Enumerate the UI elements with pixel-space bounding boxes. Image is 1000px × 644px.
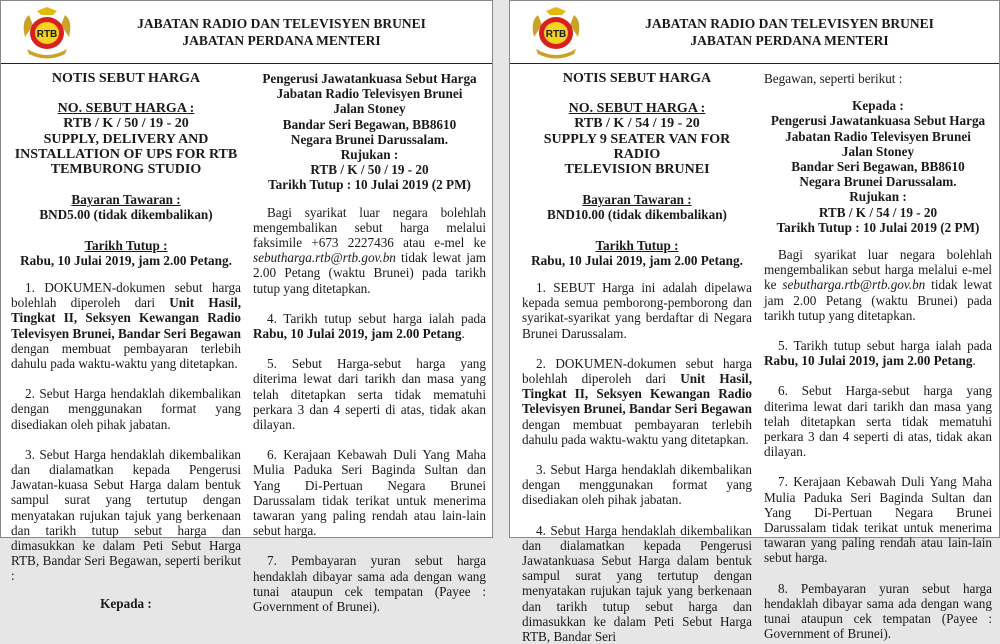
paragraph-3: 3. Sebut Harga hendaklah dikembalikan dengan menggunakan format yang disediakan oleh pihak jabatan. (522, 462, 752, 508)
tarikh-tutup: Tarikh Tutup : 10 Julai 2019 (2 PM) (268, 177, 471, 193)
paragraph-foreign: Bagi syarikat luar negara bolehlah mengembalikan sebut harga melalui faksimile +673 2227436 atau e-mel ke sebutharga.rtb@rtb.gov.bn tidak lewat jam 2.00 Petang (waktu Brunei) pada tarikh tutup yang ditetapkan. (253, 204, 486, 296)
closing-label: Tarikh Tutup : (595, 237, 679, 253)
closing-label: Tarikh Tutup : (84, 237, 168, 253)
paragraph-2: 2. Sebut Harga hendaklah dikembalikan dengan menggunakan format yang disediakan oleh pihak jabatan. (11, 386, 241, 432)
column-right (764, 65, 992, 642)
address-line: Jalan Stoney (333, 101, 406, 117)
closing-value: Rabu, 10 Julai 2019, jam 2.00 Petang. (531, 252, 743, 268)
paragraph-6: 6. Sebut Harga-sebut harga yang diterima lewat dari tarikh dan masa yang telah ditetapkan serta tidak mematuhi perkara 3 dan 4 seperti di atas, tidak akan dilayan. (764, 383, 992, 460)
rujukan-label: Rujukan : (340, 147, 399, 163)
paragraph-4-continued: Begawan, seperti berikut : (764, 71, 903, 86)
svg-text:RTB: RTB (545, 29, 567, 40)
address-line: Jabatan Radio Televisyen Brunei (276, 86, 463, 102)
address-line: Jabatan Radio Televisyen Brunei (785, 128, 971, 144)
quotation-ref: RTB / K / 54 / 19 - 20 (574, 116, 700, 132)
notice-header (510, 1, 999, 64)
paragraph-8: 8. Pembayaran yuran sebut harga hendaklah dibayar sama ada dengan wang tunai ataupun cek tempatan (Payee : Government of Brunei). (764, 580, 992, 642)
notice-title: NOTIS SEBUT HARGA (562, 71, 712, 86)
paragraph-7: 7. Pembayaran yuran sebut harga hendaklah dibayar sama ada dengan wang tunai ataupun cek tempatan (Payee : Government of Brunei). (253, 553, 486, 615)
notice-title: NOTIS SEBUT HARGA (51, 71, 201, 86)
notice-header (1, 1, 492, 64)
kepada-label: Kepada : (852, 98, 904, 114)
fee-value: BND5.00 (tidak dikembalikan) (39, 207, 213, 223)
fee-label: Bayaran Tawaran : (582, 192, 692, 208)
quotation-no-label: NO. SEBUT HARGA : (57, 101, 195, 117)
closing-value: Rabu, 10 Julai 2019, jam 2.00 Petang. (20, 252, 232, 268)
paragraph-2: 2. DOKUMEN-dokumen sebut harga bolehlah diperoleh dari Unit Hasil, Tingkat II, Seksyen Kewangan Radio Televisyen Brunei, Bandar Seri Begawan dengan membuat pembayaran terlebih dahulu pada waktu-waktu yang ditetapkan. (522, 355, 752, 447)
rtb-crest-icon (19, 7, 75, 59)
column-left (11, 65, 241, 611)
address-line: Negara Brunei Darussalam. (799, 174, 957, 190)
paragraph-1: 1. SEBUT Harga ini adalah dipelawa kepada semua pemborong-pemborong dan syarikat-syarikat yang berdaftar di Negara Brunei Darussalam. (522, 280, 752, 341)
paragraph-7: 7. Kerajaan Kebawah Duli Yang Maha Mulia Paduka Seri Baginda Sultan dan Yang Di-Pertuan Negara Brunei Darussalam tidak terikat untuk menerima tawaran yang paling rendah atau lain-lain sebut harga. (764, 474, 992, 566)
paragraph-1: 1. DOKUMEN-dokumen sebut harga bolehlah diperoleh dari Unit Hasil, Tingkat II, Seksyen Kewangan Radio Televisyen Brunei, Bandar Seri Begawan dengan membuat pembayaran terlebih dahulu pada waktu-waktu yang ditetapkan. (11, 280, 241, 372)
subject-line: INSTALLATION OF UPS FOR RTB (14, 146, 238, 162)
paragraph-6: 6. Kerajaan Kebawah Duli Yang Maha Mulia Paduka Seri Baginda Sultan dan Yang Di-Pertuan Negara Brunei Darussalam tidak terikat untuk menerima tawaran yang paling rendah atau lain-lain sebut harga. (253, 447, 486, 539)
paragraph-5: 5. Tarikh tutup sebut harga ialah pada Rabu, 10 Julai 2019, jam 2.00 Petang. (764, 338, 992, 369)
column-right (253, 65, 486, 614)
column-left (522, 65, 752, 644)
subject-line: SUPPLY, DELIVERY AND (43, 131, 209, 147)
address-line: Jalan Stoney (841, 143, 915, 159)
fee-label: Bayaran Tawaran : (71, 192, 181, 208)
quotation-ref: RTB / K / 50 / 19 - 20 (63, 116, 189, 132)
address-line: Pengerusi Jawatankuasa Sebut Harga (262, 71, 477, 86)
paragraph-4: 4. Sebut Harga hendaklah dikembalikan dan dialamatkan kepada Pengerusi Jawatankuasa Sebut Harga dalam bentuk sampul surat yang tertutup dengan menyatakan rujukan tajuk yang berkenaan dan tarikh tutup sebut harga dan dimasukkan ke dalam Peti Sebut Harga RTB, Bandar Seri (522, 522, 752, 644)
department-name: JABATAN RADIO DAN TELEVISYEN BRUNEI JABATAN PERDANA MENTERI (645, 16, 934, 48)
subject-line: SUPPLY 9 SEATER VAN FOR RADIO (543, 131, 731, 162)
subject-line: TEMBURONG STUDIO (50, 162, 202, 178)
fee-value: BND10.00 (tidak dikembalikan) (547, 207, 727, 223)
subject-line: TELEVISION BRUNEI (564, 162, 710, 178)
address-line: Pengerusi Jawatankuasa Sebut Harga (770, 113, 986, 129)
paragraph-3: 3. Sebut Harga hendaklah dikembalikan dan dialamatkan kepada Pengerusi Jawatan-kuasa Sebut Harga dalam bentuk sampul surat yang tertutup dengan menyatakan rujukan tajuk yang berkenaan dan tarikh tutup sebut harga dan dimasukkan ke dalam Peti Sebut Harga RTB, Bandar Seri Begawan, seperti berikut : (11, 446, 241, 584)
paragraph-foreign: Bagi syarikat luar negara bolehlah mengembalikan sebut harga melalui e-mel ke sebutharga.rtb@rtb.gov.bn tidak lewat jam 2.00 Petang (waktu Brunei) pada tarikh tutup yang ditetapkan. (764, 247, 992, 323)
rujukan-value: RTB / K / 50 / 19 - 20 (310, 162, 429, 178)
rtb-crest-icon (528, 7, 584, 59)
notice-ups-temburong (0, 0, 493, 615)
kepada-label: Kepada : (100, 595, 152, 611)
address-line: Bandar Seri Begawan, BB8610 (791, 159, 965, 175)
address-line: Negara Brunei Darussalam. (290, 131, 449, 147)
svg-text:RTB: RTB (36, 29, 58, 40)
quotation-no-label: NO. SEBUT HARGA : (568, 101, 706, 117)
paragraph-5: 5. Sebut Harga-sebut harga yang diterima lewat dari tarikh dan masa yang telah ditetapkan serta tidak mematuhi perkara 3 dan 4 seperti di atas, tidak akan dilayan. (253, 356, 486, 433)
rujukan-value: RTB / K / 54 / 19 - 20 (818, 204, 938, 220)
address-line: Bandar Seri Begawan, BB8610 (282, 116, 457, 132)
department-name: JABATAN RADIO DAN TELEVISYEN BRUNEI JABATAN PERDANA MENTERI (137, 16, 426, 48)
tarikh-tutup: Tarikh Tutup : 10 Julai 2019 (2 PM) (776, 219, 980, 235)
rujukan-label: Rujukan : (849, 189, 907, 205)
paragraph-4: 4. Tarikh tutup sebut harga ialah pada Rabu, 10 Julai 2019, jam 2.00 Petang. (253, 310, 486, 342)
notice-9-seater-van (509, 0, 1000, 644)
